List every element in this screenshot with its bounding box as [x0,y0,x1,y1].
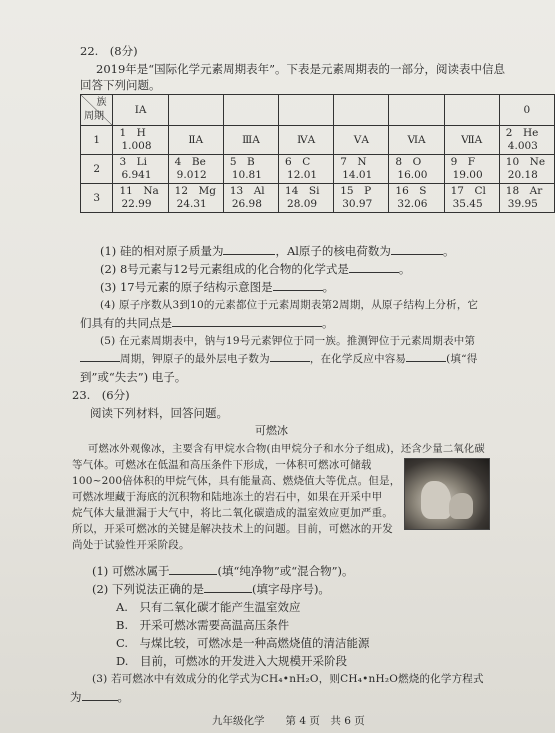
group-header: ⅦA [444,126,499,155]
group-header: 0 [499,95,554,126]
answer-blank[interactable] [273,290,323,291]
element-cell: 11 Na 22.99 [113,184,168,213]
q22-intro-line2: 回答下列问题。 [80,78,161,92]
group-header: ⅢA [223,126,278,155]
group-header: ⅤA [334,126,389,155]
element-cell: 16 S 32.06 [389,184,444,213]
answer-blank[interactable] [270,361,310,362]
passage-line: 可燃冰埋藏于海底的沉积物和陆地冻土的岩石中，如果在开采中甲 [72,491,383,503]
q23-sub3-line1: (3) 若可燃冰中有效成分的化学式为CH₄•nH₂O，则CH₄•nH₂O燃烧的化学方程式 [92,673,484,685]
element-cell: 3 Li 6.941 [113,155,168,184]
element-cell: 4 Be 9.012 [168,155,223,184]
element-cell: 10 Ne 20.18 [499,155,554,184]
q23-intro: 阅读下列材料，回答问题。 [90,406,228,420]
period-label: 2 [81,155,113,184]
element-cell: 5 B 10.81 [223,155,278,184]
answer-blank[interactable] [80,361,120,362]
periodic-table [80,94,555,213]
q22-sub1: (1) 硅的相对原子质量为 ，Al原子的核电荷数为 。 [100,244,455,258]
element-cell: 17 Cl 35.45 [444,184,499,213]
corner-group-label: 族 [96,97,107,108]
q22-sub5-line2: 周期，钾原子的最外层电子数为 ，在化学反应中容易 (填“得 [80,352,477,366]
answer-blank[interactable] [391,254,443,255]
q23-sub1: (1) 可燃冰属于 (填“纯净物”或“混合物”)。 [92,564,354,578]
q22-sub5-line1: (5) 在元素周期表中，钠与19号元素钾位于同一族。推测钾位于元素周期表中第 [100,335,476,347]
answer-blank[interactable] [172,326,322,327]
passage-line: 等气体。可燃冰在低温和高压条件下形成，一体积可燃冰可储载 [72,459,372,471]
element-cell: 12 Mg 24.31 [168,184,223,213]
element-cell: 13 Al 26.98 [223,184,278,213]
corner-period-label: 周期 [84,111,104,122]
page-footer: 九年级化学 第 4 页 共 6 页 [212,715,365,727]
group-header: ⅥA [389,126,444,155]
option-b: B. 开采可燃冰需要高温高压条件 [116,618,290,632]
passage-line: 尚处于试验性开采阶段。 [72,539,190,551]
answer-blank[interactable] [349,272,399,273]
answer-blank[interactable] [406,361,446,362]
group-header: ⅣA [279,126,334,155]
q22-sub4-line1: (4) 原子序数从3到10的元素都位于元素周期表第2周期，从原子结构上分析，它 [100,299,479,311]
q23-sub2: (2) 下列说法正确的是 (填字母序号)。 [92,582,330,596]
passage-line: 烷气体大量泄漏于大气中，将比二氧化碳造成的温室效应更加严重。 [72,507,393,519]
table-corner [81,95,113,126]
q22-sub4-line2: 们具有的共同点是 。 [80,316,334,330]
group-header: ⅡA [168,126,223,155]
q22-sub5-line3: 到”或“失去”) 电子。 [80,370,187,384]
q22-header: 22. (8分) [80,44,138,58]
option-d: D. 目前，可燃冰的开发进入大规模开采阶段 [116,654,347,668]
element-cell: 15 P 30.97 [334,184,389,213]
element-cell: 7 N 14.01 [334,155,389,184]
answer-blank[interactable] [82,700,118,701]
answer-blank[interactable] [169,574,217,575]
element-cell: 9 F 19.00 [444,155,499,184]
answer-blank[interactable] [204,592,252,593]
answer-blank[interactable] [223,254,275,255]
element-cell-he: 2 He 4.003 [499,126,554,155]
passage-line: 可燃冰外观像冰，主要含有甲烷水合物(由甲烷分子和水分子组成)，还含少量二氧化碳 [88,443,485,455]
q22-sub3: (3) 17号元素的原子结构示意图是 。 [100,280,335,294]
option-a: A. 只有二氧化碳才能产生温室效应 [116,600,301,614]
passage-line: 100~200倍体积的甲烷气体，具有能量高、燃烧值大等优点。但是， [72,475,401,487]
q23-sub3-line2: 为 。 [70,690,129,704]
combustible-ice-photo [404,458,490,530]
q23-header: 23. (6分) [72,388,130,402]
element-cell: 8 O 16.00 [389,155,444,184]
period-label: 1 [81,126,113,155]
passage-title: 可燃冰 [255,424,288,437]
q22-intro-line1: 2019年是“国际化学元素周期表年”。下表是元素周期表的一部分，阅读表中信息 [96,62,506,76]
q22-sub2: (2) 8号元素与12号元素组成的化合物的化学式是 。 [100,262,411,276]
group-header: ⅠA [113,95,168,126]
element-cell: 18 Ar 39.95 [499,184,554,213]
element-cell-h: 1 H 1.008 [113,126,168,155]
element-cell: 14 Si 28.09 [279,184,334,213]
passage-line: 所以，开采可燃冰的关键是解决技术上的问题。目前，可燃冰的开发 [72,523,393,535]
period-label: 3 [81,184,113,213]
element-cell: 6 C 12.01 [279,155,334,184]
option-c: C. 与煤比较，可燃冰是一种高燃烧值的清洁能源 [116,636,370,650]
